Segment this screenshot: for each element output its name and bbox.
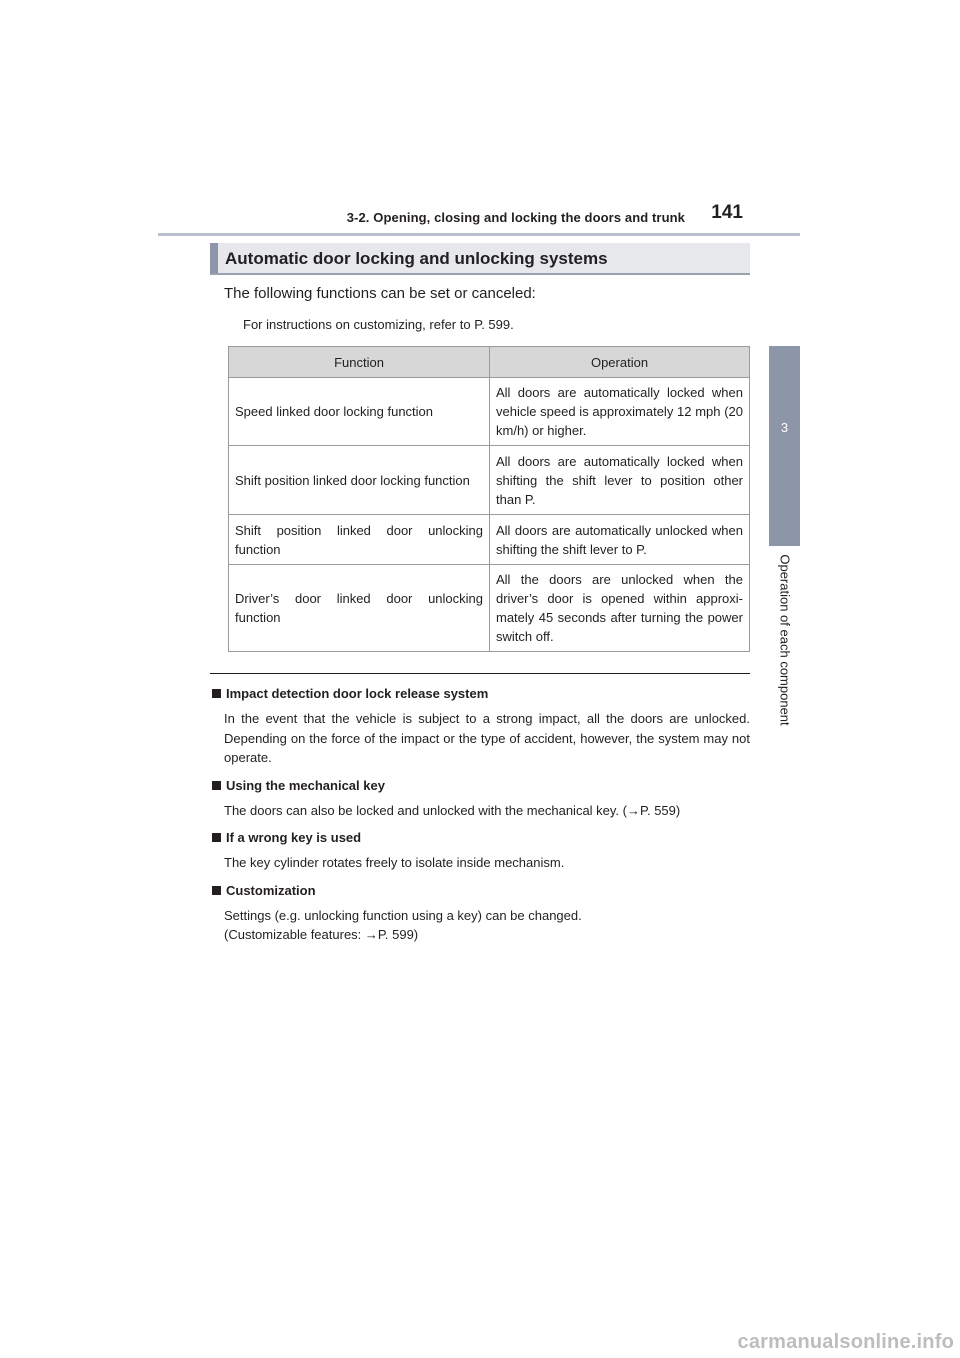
table-row: [229, 565, 750, 652]
chapter-label: Operation of each component: [777, 554, 793, 726]
note-line: (Customizable features: →P. 599): [224, 927, 419, 942]
function-cell: Speed linked door locking function: [229, 378, 490, 446]
table-row: [229, 446, 750, 515]
note-title: If a wrong key is used: [226, 830, 362, 845]
chapter-tab: [769, 346, 800, 546]
note-item: [210, 776, 750, 821]
column-header-operation: Operation: [490, 347, 750, 378]
table-header-row: [229, 347, 750, 378]
header-rule: [158, 233, 800, 236]
note-body: The doors can also be locked and unlocked with the mechanical key. (→P. 559): [224, 802, 681, 818]
column-header-function: Function: [229, 347, 490, 378]
section-heading-bar: [210, 243, 750, 275]
section-title: Automatic door locking and unlocking systems: [225, 249, 608, 268]
table-row: [229, 515, 750, 565]
note-line: Settings (e.g. unlocking function using a key) can be changed.: [224, 907, 582, 923]
watermark: carmanualsonline.info: [737, 1331, 954, 1353]
notes-divider: [210, 673, 750, 674]
function-cell: Driver’s door linked door unlocking function: [229, 565, 490, 652]
page-number: 141: [711, 202, 743, 223]
page-header: [158, 200, 800, 234]
table-row: [229, 378, 750, 446]
operation-cell: All the doors are unlocked when the driver’s door is opened within approxi-mately 45 seconds after turning the power switch off.: [490, 565, 750, 652]
note-body: In the event that the vehicle is subject to a strong impact, all the doors are unlocked. Depending on the force of the impact or the type of accident, however, the system may not operate.: [224, 711, 750, 765]
note-item: [210, 684, 750, 768]
chapter-number: 3: [780, 420, 789, 435]
function-cell: Shift position linked door locking function: [229, 446, 490, 515]
note-item: [210, 881, 750, 945]
note-title: Impact detection door lock release system: [226, 686, 489, 701]
square-bullet-icon: [212, 833, 221, 842]
operation-cell: All doors are automatically locked when shifting the shift lever to position other than P.: [490, 446, 750, 515]
section-heading-accent: [210, 243, 218, 273]
note-body: The key cylinder rotates freely to isolate inside mechanism.: [224, 855, 565, 870]
note-body: [210, 906, 750, 945]
header-section-title: 3-2. Opening, closing and locking the doors and trunk: [346, 210, 685, 225]
notes-section: [210, 684, 750, 953]
square-bullet-icon: [212, 886, 221, 895]
note-title: Customization: [226, 882, 316, 898]
operation-cell: All doors are automatically locked when vehicle speed is approximately 12 mph (20 km/h) or higher.: [490, 378, 750, 446]
note-title: Using the mechanical key: [226, 777, 385, 793]
function-table: [228, 346, 750, 652]
square-bullet-icon: [212, 689, 221, 698]
customize-reference: For instructions on customizing, refer to P. 599.: [243, 317, 514, 332]
note-item: [210, 828, 750, 873]
intro-text: The following functions can be set or canceled:: [224, 285, 536, 302]
function-cell: Shift position linked door unlocking function: [229, 515, 490, 565]
operation-cell: All doors are automatically unlocked when shifting the shift lever to P.: [490, 515, 750, 565]
square-bullet-icon: [212, 781, 221, 790]
